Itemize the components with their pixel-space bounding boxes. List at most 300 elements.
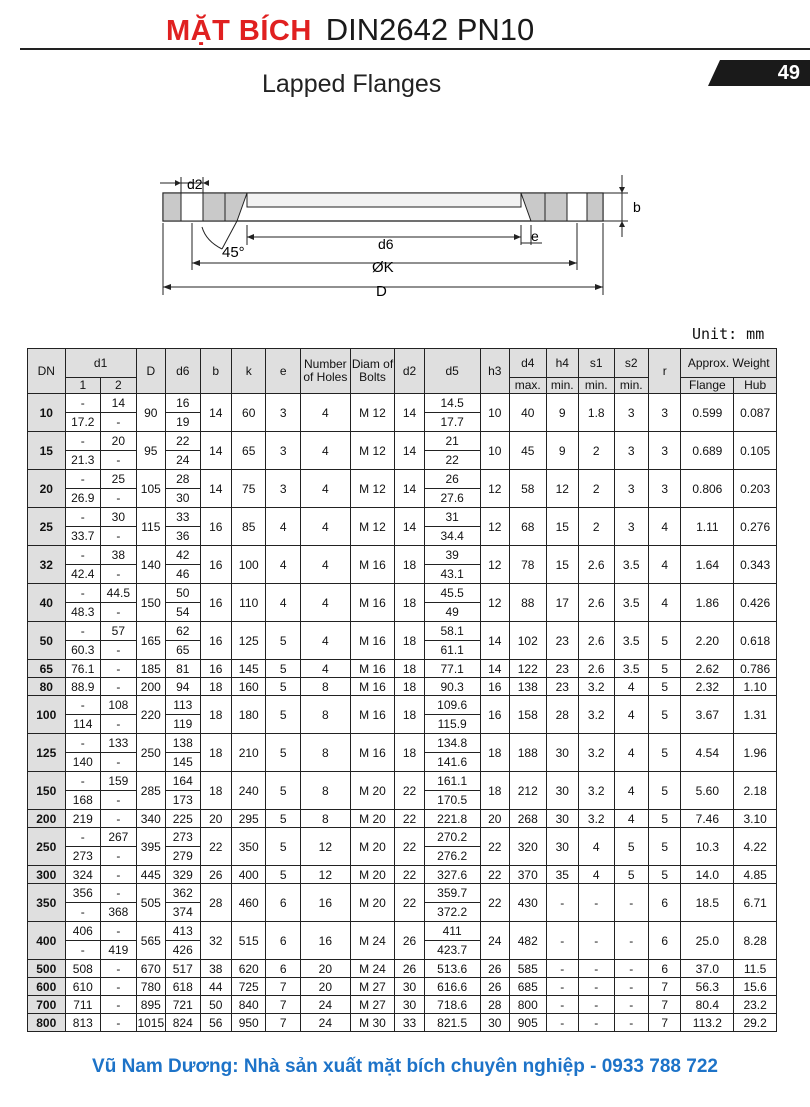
col-h4: h4: [546, 349, 578, 378]
cell-b: 14: [200, 394, 231, 432]
cell-s2: -: [614, 960, 649, 978]
cell-h4: 30: [546, 772, 578, 810]
cell-flange: 0.806: [681, 470, 734, 508]
dimension-table: [27, 348, 777, 1032]
cell-s2: -: [614, 922, 649, 960]
cell-bolts: M 20: [350, 828, 395, 866]
cell-r: 3: [649, 394, 681, 432]
cell-d1-1: 711: [65, 996, 101, 1014]
cell-r: 5: [649, 772, 681, 810]
cell-d5-value: 31: [425, 508, 480, 527]
cell-d6-value: 173: [172, 793, 193, 807]
cell-s1: 3.2: [578, 678, 614, 696]
cell-holes: 20: [300, 960, 350, 978]
cell-d6: [166, 508, 201, 546]
cell-holes: 16: [300, 922, 350, 960]
cell-d4: 430: [509, 884, 546, 922]
cell-bolts: M 16: [350, 546, 395, 584]
col-d6: d6: [166, 349, 201, 394]
cell-hub: 4.85: [734, 866, 777, 884]
cell-d5: [424, 828, 480, 866]
cell-d1-2-value: -: [101, 922, 136, 941]
cell-d6: 721: [166, 996, 201, 1014]
cell-h4: 28: [546, 696, 578, 734]
cell-d1-2: [101, 772, 137, 810]
cell-flange: 10.3: [681, 828, 734, 866]
cell-d4: 268: [509, 810, 546, 828]
cell-d5-value: 58.1: [425, 622, 480, 641]
cell-D: 200: [136, 678, 165, 696]
cell-k: 100: [231, 546, 266, 584]
cell-e: 6: [266, 960, 301, 978]
cell-d2: 22: [395, 866, 424, 884]
cell-h3: 22: [480, 866, 509, 884]
cell-d6: [166, 622, 201, 660]
cell-h4: 35: [546, 866, 578, 884]
cell-d1-2: [101, 432, 137, 470]
cell-h3: 24: [480, 922, 509, 960]
cell-d5-value: 372.2: [437, 905, 468, 919]
cell-holes: 20: [300, 978, 350, 996]
cell-s2: 5: [614, 866, 649, 884]
cell-d6: [166, 470, 201, 508]
cell-s1: 1.8: [578, 394, 614, 432]
cell-d4: 188: [509, 734, 546, 772]
cell-h3: 28: [480, 996, 509, 1014]
cell-s2: 4: [614, 696, 649, 734]
cell-h4: 30: [546, 810, 578, 828]
cell-d1-2-value: 267: [101, 828, 136, 847]
cell-k: 85: [231, 508, 266, 546]
cell-s1: 4: [578, 828, 614, 866]
cell-hub: 2.18: [734, 772, 777, 810]
cell-s2: 4: [614, 810, 649, 828]
cell-flange: 2.62: [681, 660, 734, 678]
cell-hub: 0.786: [734, 660, 777, 678]
cell-d4: 88: [509, 584, 546, 622]
cell-r: 3: [649, 432, 681, 470]
table-row: [28, 884, 777, 922]
table-row: [28, 1014, 777, 1032]
cell-dn: 15: [28, 432, 66, 470]
cell-r: 7: [649, 978, 681, 996]
cell-s2: 5: [614, 828, 649, 866]
col-d4: d4: [509, 349, 546, 378]
cell-e: 5: [266, 696, 301, 734]
cell-k: 725: [231, 978, 266, 996]
cell-d1-1: [65, 772, 101, 810]
cell-D: 340: [136, 810, 165, 828]
cell-d5: 616.6: [424, 978, 480, 996]
cell-h3: 18: [480, 772, 509, 810]
cell-d4: 45: [509, 432, 546, 470]
cell-e: 5: [266, 772, 301, 810]
cell-d4: 370: [509, 866, 546, 884]
table-row: [28, 622, 777, 660]
cell-hub: 1.10: [734, 678, 777, 696]
cell-d1-1-value: -: [66, 508, 101, 527]
table-row: [28, 546, 777, 584]
cell-d2: 14: [395, 508, 424, 546]
col-holes: Number of Holes: [300, 349, 350, 394]
cell-hub: 1.96: [734, 734, 777, 772]
cell-d5-value: 61.1: [440, 643, 464, 657]
cell-d4: 58: [509, 470, 546, 508]
cell-e: 7: [266, 1014, 301, 1032]
cell-d4: 78: [509, 546, 546, 584]
cell-bolts: M 24: [350, 960, 395, 978]
cell-k: 460: [231, 884, 266, 922]
cell-s2: 3.5: [614, 546, 649, 584]
cell-d6-value: 16: [166, 394, 200, 413]
table-row: [28, 678, 777, 696]
cell-D: 220: [136, 696, 165, 734]
cell-d6-value: 46: [176, 567, 190, 581]
cell-s2: 3: [614, 470, 649, 508]
cell-h4: 23: [546, 678, 578, 696]
col-hub: Hub: [734, 378, 777, 394]
cell-holes: 4: [300, 622, 350, 660]
label-d6: d6: [378, 236, 394, 252]
cell-d1-2-value: 133: [101, 734, 136, 753]
cell-k: 145: [231, 660, 266, 678]
cell-r: 5: [649, 660, 681, 678]
cell-d1-1: [65, 922, 101, 960]
cell-d1-1-value: -: [66, 828, 101, 847]
cell-h4: -: [546, 884, 578, 922]
cell-k: 160: [231, 678, 266, 696]
cell-r: 7: [649, 1014, 681, 1032]
cell-d1-1-value: -: [66, 696, 101, 715]
cell-d6-value: 22: [166, 432, 200, 451]
cell-d1-2: [101, 546, 137, 584]
cell-holes: 8: [300, 772, 350, 810]
cell-bolts: M 16: [350, 584, 395, 622]
cell-D: 150: [136, 584, 165, 622]
cell-s1: 4: [578, 866, 614, 884]
unit-label: Unit: mm: [692, 325, 765, 343]
cell-d1-2-value: -: [101, 884, 136, 903]
cell-d1-1: 219: [65, 810, 101, 828]
cell-h4: 15: [546, 508, 578, 546]
cell-d1-2: [101, 884, 137, 922]
cell-d5: [424, 394, 480, 432]
cell-holes: 4: [300, 546, 350, 584]
cell-d2: 30: [395, 978, 424, 996]
page-number: 49: [777, 62, 800, 84]
cell-h4: 30: [546, 828, 578, 866]
cell-dn: 50: [28, 622, 66, 660]
cell-flange: 0.689: [681, 432, 734, 470]
cell-d1-1: [65, 696, 101, 734]
cell-d6: 81: [166, 660, 201, 678]
cell-D: 670: [136, 960, 165, 978]
cell-d6: 225: [166, 810, 201, 828]
cell-flange: 3.67: [681, 696, 734, 734]
cell-d6-value: 113: [166, 696, 200, 715]
cell-holes: 4: [300, 584, 350, 622]
cell-D: 140: [136, 546, 165, 584]
cell-d1-2-value: 57: [101, 622, 136, 641]
cell-s1: 2: [578, 508, 614, 546]
cell-d6-value: 30: [176, 491, 190, 505]
cell-d1-1-value: 168: [72, 793, 93, 807]
cell-d5: 327.6: [424, 866, 480, 884]
cell-hub: 0.343: [734, 546, 777, 584]
table-row: [28, 866, 777, 884]
cell-k: 125: [231, 622, 266, 660]
cell-s1: 2.6: [578, 660, 614, 678]
cell-k: 65: [231, 432, 266, 470]
cell-d1-1-value: 26.9: [71, 491, 95, 505]
cell-s2: 4: [614, 678, 649, 696]
cell-h3: 12: [480, 508, 509, 546]
cell-d1-2-value: -: [116, 793, 121, 807]
cell-e: 5: [266, 828, 301, 866]
cell-d1-2: -: [101, 660, 137, 678]
cell-d2: 26: [395, 960, 424, 978]
cell-flange: 1.11: [681, 508, 734, 546]
cell-dn: 65: [28, 660, 66, 678]
cell-flange: 5.60: [681, 772, 734, 810]
cell-D: 1015: [137, 1015, 165, 1030]
col-h4-sub: min.: [546, 378, 578, 394]
cell-d5-value: 43.1: [440, 567, 464, 581]
cell-r: 6: [649, 960, 681, 978]
cell-r: 4: [649, 546, 681, 584]
cell-e: 7: [266, 978, 301, 996]
cell-k: 210: [231, 734, 266, 772]
cell-d6-value: 62: [166, 622, 200, 641]
cell-d5-value: 276.2: [437, 849, 468, 863]
cell-d4: 122: [509, 660, 546, 678]
cell-d1-1-value: -: [66, 432, 101, 451]
cell-bolts: M 20: [350, 884, 395, 922]
cell-dn: 100: [28, 696, 66, 734]
cell-d1-2: [101, 394, 137, 432]
cell-D: 115: [136, 508, 165, 546]
cell-D: 285: [136, 772, 165, 810]
cell-h3: 10: [480, 432, 509, 470]
cell-dn: 32: [28, 546, 66, 584]
cell-d5-value: 411: [425, 922, 480, 941]
cell-d1-1: 324: [65, 866, 101, 884]
cell-d2: 18: [395, 546, 424, 584]
cell-bolts: M 12: [350, 394, 395, 432]
cell-bolts: M 24: [350, 922, 395, 960]
cell-hub: 0.276: [734, 508, 777, 546]
cell-b: 22: [200, 828, 231, 866]
cell-d1-2: -: [101, 1014, 137, 1032]
cell-h3: 22: [480, 884, 509, 922]
cell-dn: 125: [28, 734, 66, 772]
cell-hub: 0.087: [734, 394, 777, 432]
cell-D: 780: [136, 978, 165, 996]
cell-e: 4: [266, 508, 301, 546]
label-k: ØK: [372, 259, 394, 276]
table-row: [28, 922, 777, 960]
cell-dn: 25: [28, 508, 66, 546]
cell-b: 44: [200, 978, 231, 996]
table-row: [28, 996, 777, 1014]
cell-dn: 80: [28, 678, 66, 696]
cell-flange: 1.64: [681, 546, 734, 584]
page-title: [166, 12, 534, 48]
cell-d2: 30: [395, 996, 424, 1014]
cell-s1: -: [578, 996, 614, 1014]
cell-d6-value: 28: [166, 470, 200, 489]
cell-d5-value: 134.8: [425, 734, 480, 753]
cell-bolts: M 20: [350, 772, 395, 810]
cell-h3: 26: [480, 978, 509, 996]
cell-d6: 824: [166, 1014, 201, 1032]
cell-d1-2-value: -: [116, 491, 121, 505]
cell-dn: 300: [28, 866, 66, 884]
cell-d1-1: [65, 884, 101, 922]
cell-holes: 12: [300, 828, 350, 866]
cell-d5-value: 26: [425, 470, 480, 489]
cell-e: 6: [266, 884, 301, 922]
cell-d2: 18: [395, 696, 424, 734]
cell-k: 950: [231, 1014, 266, 1032]
col-D: D: [136, 349, 165, 394]
cell-dn: 700: [28, 996, 66, 1014]
cell-k: 840: [231, 996, 266, 1014]
cell-bolts: M 16: [350, 622, 395, 660]
label-d2: d2: [187, 176, 203, 192]
cell-h3: 26: [480, 960, 509, 978]
table-row: [28, 828, 777, 866]
cell-d5-value: 21: [425, 432, 480, 451]
cell-hub: 3.10: [734, 810, 777, 828]
cell-d1-1: 88.9: [65, 678, 101, 696]
cell-d6: [166, 922, 201, 960]
cell-r: 7: [649, 996, 681, 1014]
cell-h4: 15: [546, 546, 578, 584]
cell-d1-1: [65, 508, 101, 546]
cell-d5-value: 115.9: [437, 717, 467, 731]
cell-d4: 212: [509, 772, 546, 810]
cell-D: 895: [136, 996, 165, 1014]
cell-d5: [424, 546, 480, 584]
cell-b: 26: [200, 866, 231, 884]
cell-hub: 8.28: [734, 922, 777, 960]
cell-d1-1-value: -: [66, 470, 101, 489]
cell-k: 110: [231, 584, 266, 622]
cell-k: 515: [231, 922, 266, 960]
cell-d6-value: 413: [166, 922, 200, 941]
cell-d1-1: [65, 394, 101, 432]
cell-b: 14: [200, 470, 231, 508]
cell-flange: 4.54: [681, 734, 734, 772]
cell-b: 16: [200, 622, 231, 660]
page-subtitle: Lapped Flanges: [262, 70, 442, 98]
cell-d1-2-value: -: [116, 605, 121, 619]
cell-hub: 11.5: [734, 960, 777, 978]
cell-bolts: M 12: [350, 470, 395, 508]
cell-b: 16: [200, 546, 231, 584]
cell-d1-1: [65, 734, 101, 772]
cell-d6: [166, 734, 201, 772]
cell-d5-value: 359.7: [425, 884, 480, 903]
cell-s1: -: [578, 960, 614, 978]
title-product: MẶT BÍCH: [166, 15, 312, 47]
cell-s2: -: [614, 1014, 649, 1032]
cell-e: 3: [266, 470, 301, 508]
cell-d5: [424, 470, 480, 508]
cell-d1-1-value: 17.2: [71, 415, 95, 429]
col-s2-sub: min.: [614, 378, 649, 394]
cell-d6: [166, 828, 201, 866]
col-s2: s2: [614, 349, 649, 378]
cell-dn: 10: [28, 394, 66, 432]
cell-D: 505: [136, 884, 165, 922]
cell-d1-2: -: [101, 810, 137, 828]
cell-hub: 4.22: [734, 828, 777, 866]
cell-D: 395: [136, 828, 165, 866]
cell-D: 95: [136, 432, 165, 470]
flange-drawing: [150, 165, 650, 305]
cell-dn: 200: [28, 810, 66, 828]
cell-d6-value: 54: [176, 605, 190, 619]
cell-d1-2-value: -: [116, 567, 121, 581]
table-row: [28, 772, 777, 810]
cell-h3: 12: [480, 584, 509, 622]
cell-d1-1: 508: [65, 960, 101, 978]
cell-b: 20: [200, 810, 231, 828]
cell-d5: 221.8: [424, 810, 480, 828]
cell-d4: 68: [509, 508, 546, 546]
cell-holes: 4: [300, 660, 350, 678]
cell-d1-1-value: 60.3: [71, 643, 95, 657]
label-D: D: [376, 283, 387, 300]
cell-s2: 3: [614, 432, 649, 470]
cell-d5: [424, 772, 480, 810]
cell-k: 180: [231, 696, 266, 734]
cell-h3: 14: [480, 622, 509, 660]
cell-d2: 22: [395, 828, 424, 866]
cell-b: 18: [200, 734, 231, 772]
cell-holes: 16: [300, 884, 350, 922]
cell-r: 4: [649, 584, 681, 622]
cell-d5: 718.6: [424, 996, 480, 1014]
cell-d1-2: -: [101, 960, 137, 978]
cell-d6-value: 273: [166, 828, 200, 847]
table-row: [28, 810, 777, 828]
cell-d1-2-value: 25: [101, 470, 136, 489]
cell-d2: 22: [395, 884, 424, 922]
cell-d2: 18: [395, 584, 424, 622]
cell-d1-2-value: 159: [101, 772, 136, 791]
col-dn: DN: [28, 349, 66, 394]
cell-d5: [424, 922, 480, 960]
cell-flange: 1.86: [681, 584, 734, 622]
cell-d1-2-value: -: [116, 643, 121, 657]
cell-bolts: M 16: [350, 734, 395, 772]
cell-d5: [424, 584, 480, 622]
cell-d4: 800: [509, 996, 546, 1014]
cell-d6-value: 24: [176, 453, 190, 467]
cell-dn: 20: [28, 470, 66, 508]
cell-d6-value: 42: [166, 546, 200, 565]
cell-h3: 16: [480, 678, 509, 696]
cell-d1-2-value: 38: [101, 546, 136, 565]
cell-r: 5: [649, 828, 681, 866]
col-d1-2: 2: [101, 378, 137, 394]
cell-holes: 4: [300, 508, 350, 546]
cell-dn: 250: [28, 828, 66, 866]
cell-b: 16: [200, 584, 231, 622]
